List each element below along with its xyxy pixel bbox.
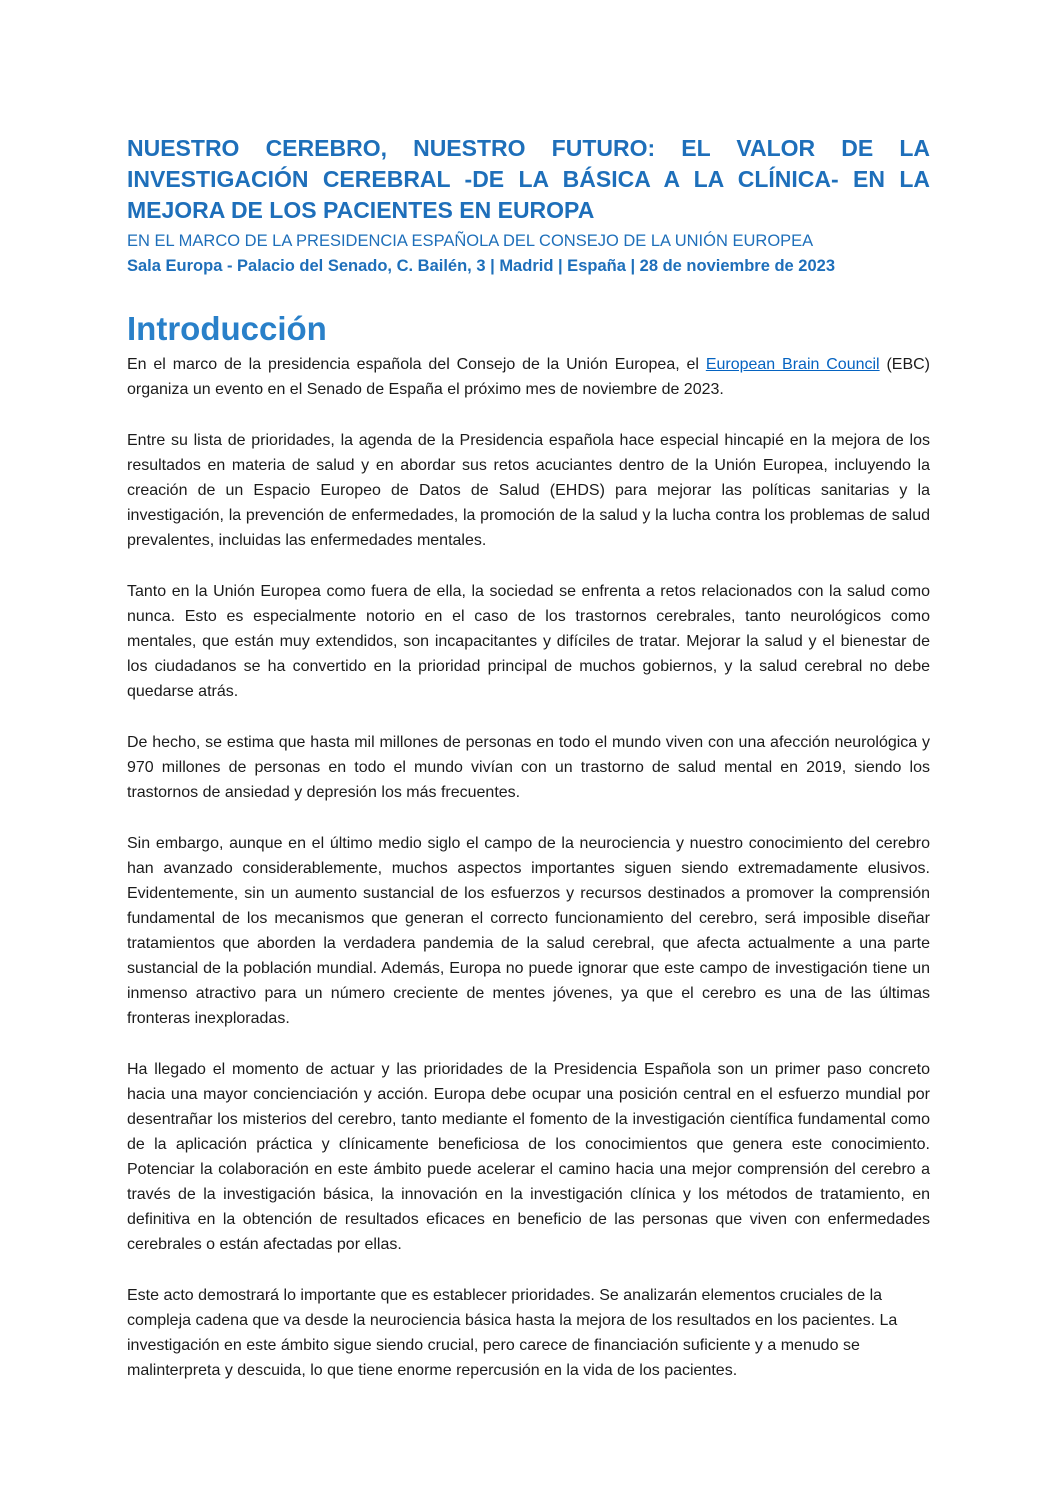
event-venue-line: Sala Europa - Palacio del Senado, C. Bailén, 3 | Madrid | España | 28 de noviembre de 2023 [127, 257, 836, 275]
introduction-section [127, 310, 930, 1383]
paragraph-statistics: De hecho, se estima que hasta mil millones de personas en todo el mundo viven con una afección neurológica y 970 millones de personas en todo el mundo vivían con un trastorno de salud mental en 2019, siendo los trastornos de ansiedad y depresión los más frecuentes. [127, 734, 930, 801]
paragraph-lead [127, 352, 930, 402]
document-subtitle: EN EL MARCO DE LA PRESIDENCIA ESPAÑOLA DEL CONSEJO DE LA UNIÓN EUROPEA [127, 232, 814, 250]
paragraph-society-health-challenges: Tanto en la Unión Europea como fuera de ella, la sociedad se enfrenta a retos relacionados con la salud como nunca. Esto es especialmente notorio en el caso de los trastornos cerebrales, tanto neurológicos como mentales, que están muy extendidos, son incapacitantes y difíciles de tratar. Mejorar la salud y el bienestar de los ciudadanos se ha convertido en la prioridad principal de muchos gobiernos, y la salud cerebral no debe quedarse atrás. [127, 583, 930, 700]
paragraph-time-to-act: Ha llegado el momento de actuar y las prioridades de la Presidencia Española son un primer paso concreto hacia una mayor concienciación y acción. Europa debe ocupar una posición central en el esfuerzo mundial por desentrañar los misterios del cerebro, tanto mediante el fomento de la investigación científica fundamental como de la aplicación práctica y clínicamente beneficiosa de los conocimientos que genera este conocimiento. Potenciar la colaboración en este ámbito puede acelerar el camino hacia una mejor comprensión del cerebro a través de la investigación básica, la innovación en la investigación clínica y los métodos de tratamiento, en definitiva en la obtención de resultados eficaces en beneficio de las personas que viven con enfermedades cerebrales o están afectadas por ellas. [127, 1061, 930, 1253]
european-brain-council-link[interactable]: European Brain Council [705, 356, 880, 373]
lead-text-before: En el marco de la presidencia española del Consejo de la Unión Europea, el [127, 356, 706, 373]
paragraph-neuroscience-progress: Sin embargo, aunque en el último medio siglo el campo de la neurociencia y nuestro conocimiento del cerebro han avanzado considerablemente, muchos aspectos importantes siguen siendo extremadamente elusivos. Evidentemente, sin un aumento sustancial de los esfuerzos y recursos destinados a promover la comprensión fundamental de los mecanismos que generan el correcto funcionamiento del cerebro, será imposible diseñar tratamientos que aborden la verdadera pandemia de la salud cerebral, que afecta actualmente a una parte sustancial de la población mundial. Además, Europa no puede ignorar que este campo de investigación tiene un inmenso atractivo para un número creciente de mentes jóvenes, ya que el cerebro es una de las últimas fronteras inexploradas. [127, 835, 930, 1027]
document-title: NUESTRO CEREBRO, NUESTRO FUTURO: EL VALOR DE LA INVESTIGACIÓN CEREBRAL -DE LA BÁSICA A LA CLÍNICA- EN LA MEJORA DE LOS PACIENTES EN EUROPA [127, 135, 930, 223]
paragraph-event-purpose: Este acto demostrará lo importante que es establecer prioridades. Se analizarán elementos cruciales de la compleja cadena que va desde la neurociencia básica hasta la mejora de los resultados en los pacientes. La investigación en este ámbito sigue siendo crucial, pero carece de financiación suficiente y a menudo se malinterpreta y descuida, lo que tiene enorme repercusión en la vida de los pacientes. [127, 1287, 898, 1379]
section-heading-introduccion: Introducción [127, 310, 327, 347]
paragraph-priorities: Entre su lista de prioridades, la agenda de la Presidencia española hace especial hincapié en la mejora de los resultados en materia de salud y en abordar sus retos acuciantes dentro de la Unión Europea, incluyendo la creación de un Espacio Europeo de Datos de Salud (EHDS) para mejorar las políticas sanitarias y la investigación, la prevención de enfermedades, la promoción de la salud y la lucha contra los problemas de salud prevalentes, incluidas las enfermedades mentales. [127, 432, 930, 549]
document-header [127, 133, 930, 278]
lead-text-after: (EBC) organiza un evento en el Senado de España el próximo mes de noviembre de 2023. [127, 356, 931, 398]
